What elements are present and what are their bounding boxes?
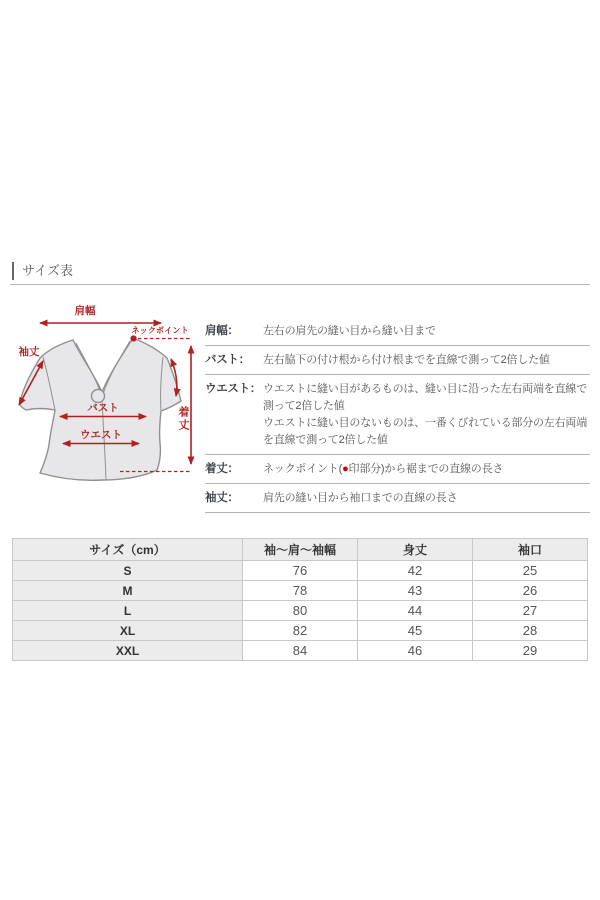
measurement-definition: ウエストに縫い目があるものは、縫い目に沿った左右両端を直線で 測って2倍した値 ウエストに縫い目のないものは、一番くびれている部分の左右両端 を直線で測って2倍した値 xyxy=(263,383,587,446)
measurement-definition: 左右の肩先の縫い目から縫い目まで xyxy=(263,325,436,337)
measurement-term: 袖丈： xyxy=(205,492,239,504)
header-body-length: 身丈 xyxy=(358,539,473,561)
measurement-row-bust xyxy=(205,346,590,375)
size-cell: XL xyxy=(13,621,243,641)
measurement-definition: ネックポイント(●印部分)から裾までの直線の長さ xyxy=(263,463,504,475)
value-cell: 45 xyxy=(358,621,473,641)
table-row-s xyxy=(13,561,588,581)
table-header-row xyxy=(13,539,588,561)
header-size: サイズ（cm） xyxy=(13,539,243,561)
page-title: サイズ表 xyxy=(12,262,73,280)
header-cuff: 袖口 xyxy=(473,539,588,561)
measurement-term: ウエスト： xyxy=(205,383,261,395)
measurement-row-body-length xyxy=(205,455,590,484)
ring-detail xyxy=(92,390,105,403)
table-row-xxl xyxy=(13,641,588,661)
measurement-list xyxy=(205,317,590,513)
shoulder-width-label: 肩幅 xyxy=(74,305,96,317)
value-cell: 26 xyxy=(473,581,588,601)
value-cell: 43 xyxy=(358,581,473,601)
value-cell: 80 xyxy=(243,601,358,621)
value-cell: 46 xyxy=(358,641,473,661)
value-cell: 27 xyxy=(473,601,588,621)
table-row-l xyxy=(13,601,588,621)
table-row-m xyxy=(13,581,588,601)
value-cell: 42 xyxy=(358,561,473,581)
value-cell: 25 xyxy=(473,561,588,581)
measurement-definition: 左右脇下の付け根から付け根までを直線で測って2倍した値 xyxy=(263,354,550,366)
size-table xyxy=(12,538,588,661)
value-cell: 29 xyxy=(473,641,588,661)
sleeve-length-label: 袖丈 xyxy=(18,346,40,358)
size-cell: S xyxy=(13,561,243,581)
title-divider xyxy=(10,284,590,285)
size-cell: L xyxy=(13,601,243,621)
neck-point-label: ネックポイント xyxy=(131,326,189,335)
bust-label: バスト xyxy=(87,402,119,414)
table-row-xl xyxy=(13,621,588,641)
measurement-term: 肩幅： xyxy=(205,325,239,337)
value-cell: 78 xyxy=(243,581,358,601)
neck-point-dot xyxy=(130,335,136,341)
value-cell: 44 xyxy=(358,601,473,621)
measurement-row-sleeve xyxy=(205,484,590,513)
measurement-term: バスト： xyxy=(205,354,250,366)
red-dot-mark: ● xyxy=(342,463,349,475)
measurement-definition: 肩先の縫い目から袖口までの直線の長さ xyxy=(263,492,458,504)
measurement-row-waist xyxy=(205,375,590,455)
body-length-label: 着丈 xyxy=(177,406,189,432)
measurement-row-shoulder xyxy=(205,317,590,346)
value-cell: 76 xyxy=(243,561,358,581)
value-cell: 84 xyxy=(243,641,358,661)
value-cell: 28 xyxy=(473,621,588,641)
waist-label: ウエスト xyxy=(80,429,122,441)
measurement-term: 着丈： xyxy=(205,463,239,475)
header-sleeve-shoulder-width: 袖～肩～袖幅 xyxy=(243,539,358,561)
size-cell: XXL xyxy=(13,641,243,661)
size-cell: M xyxy=(13,581,243,601)
value-cell: 82 xyxy=(243,621,358,641)
